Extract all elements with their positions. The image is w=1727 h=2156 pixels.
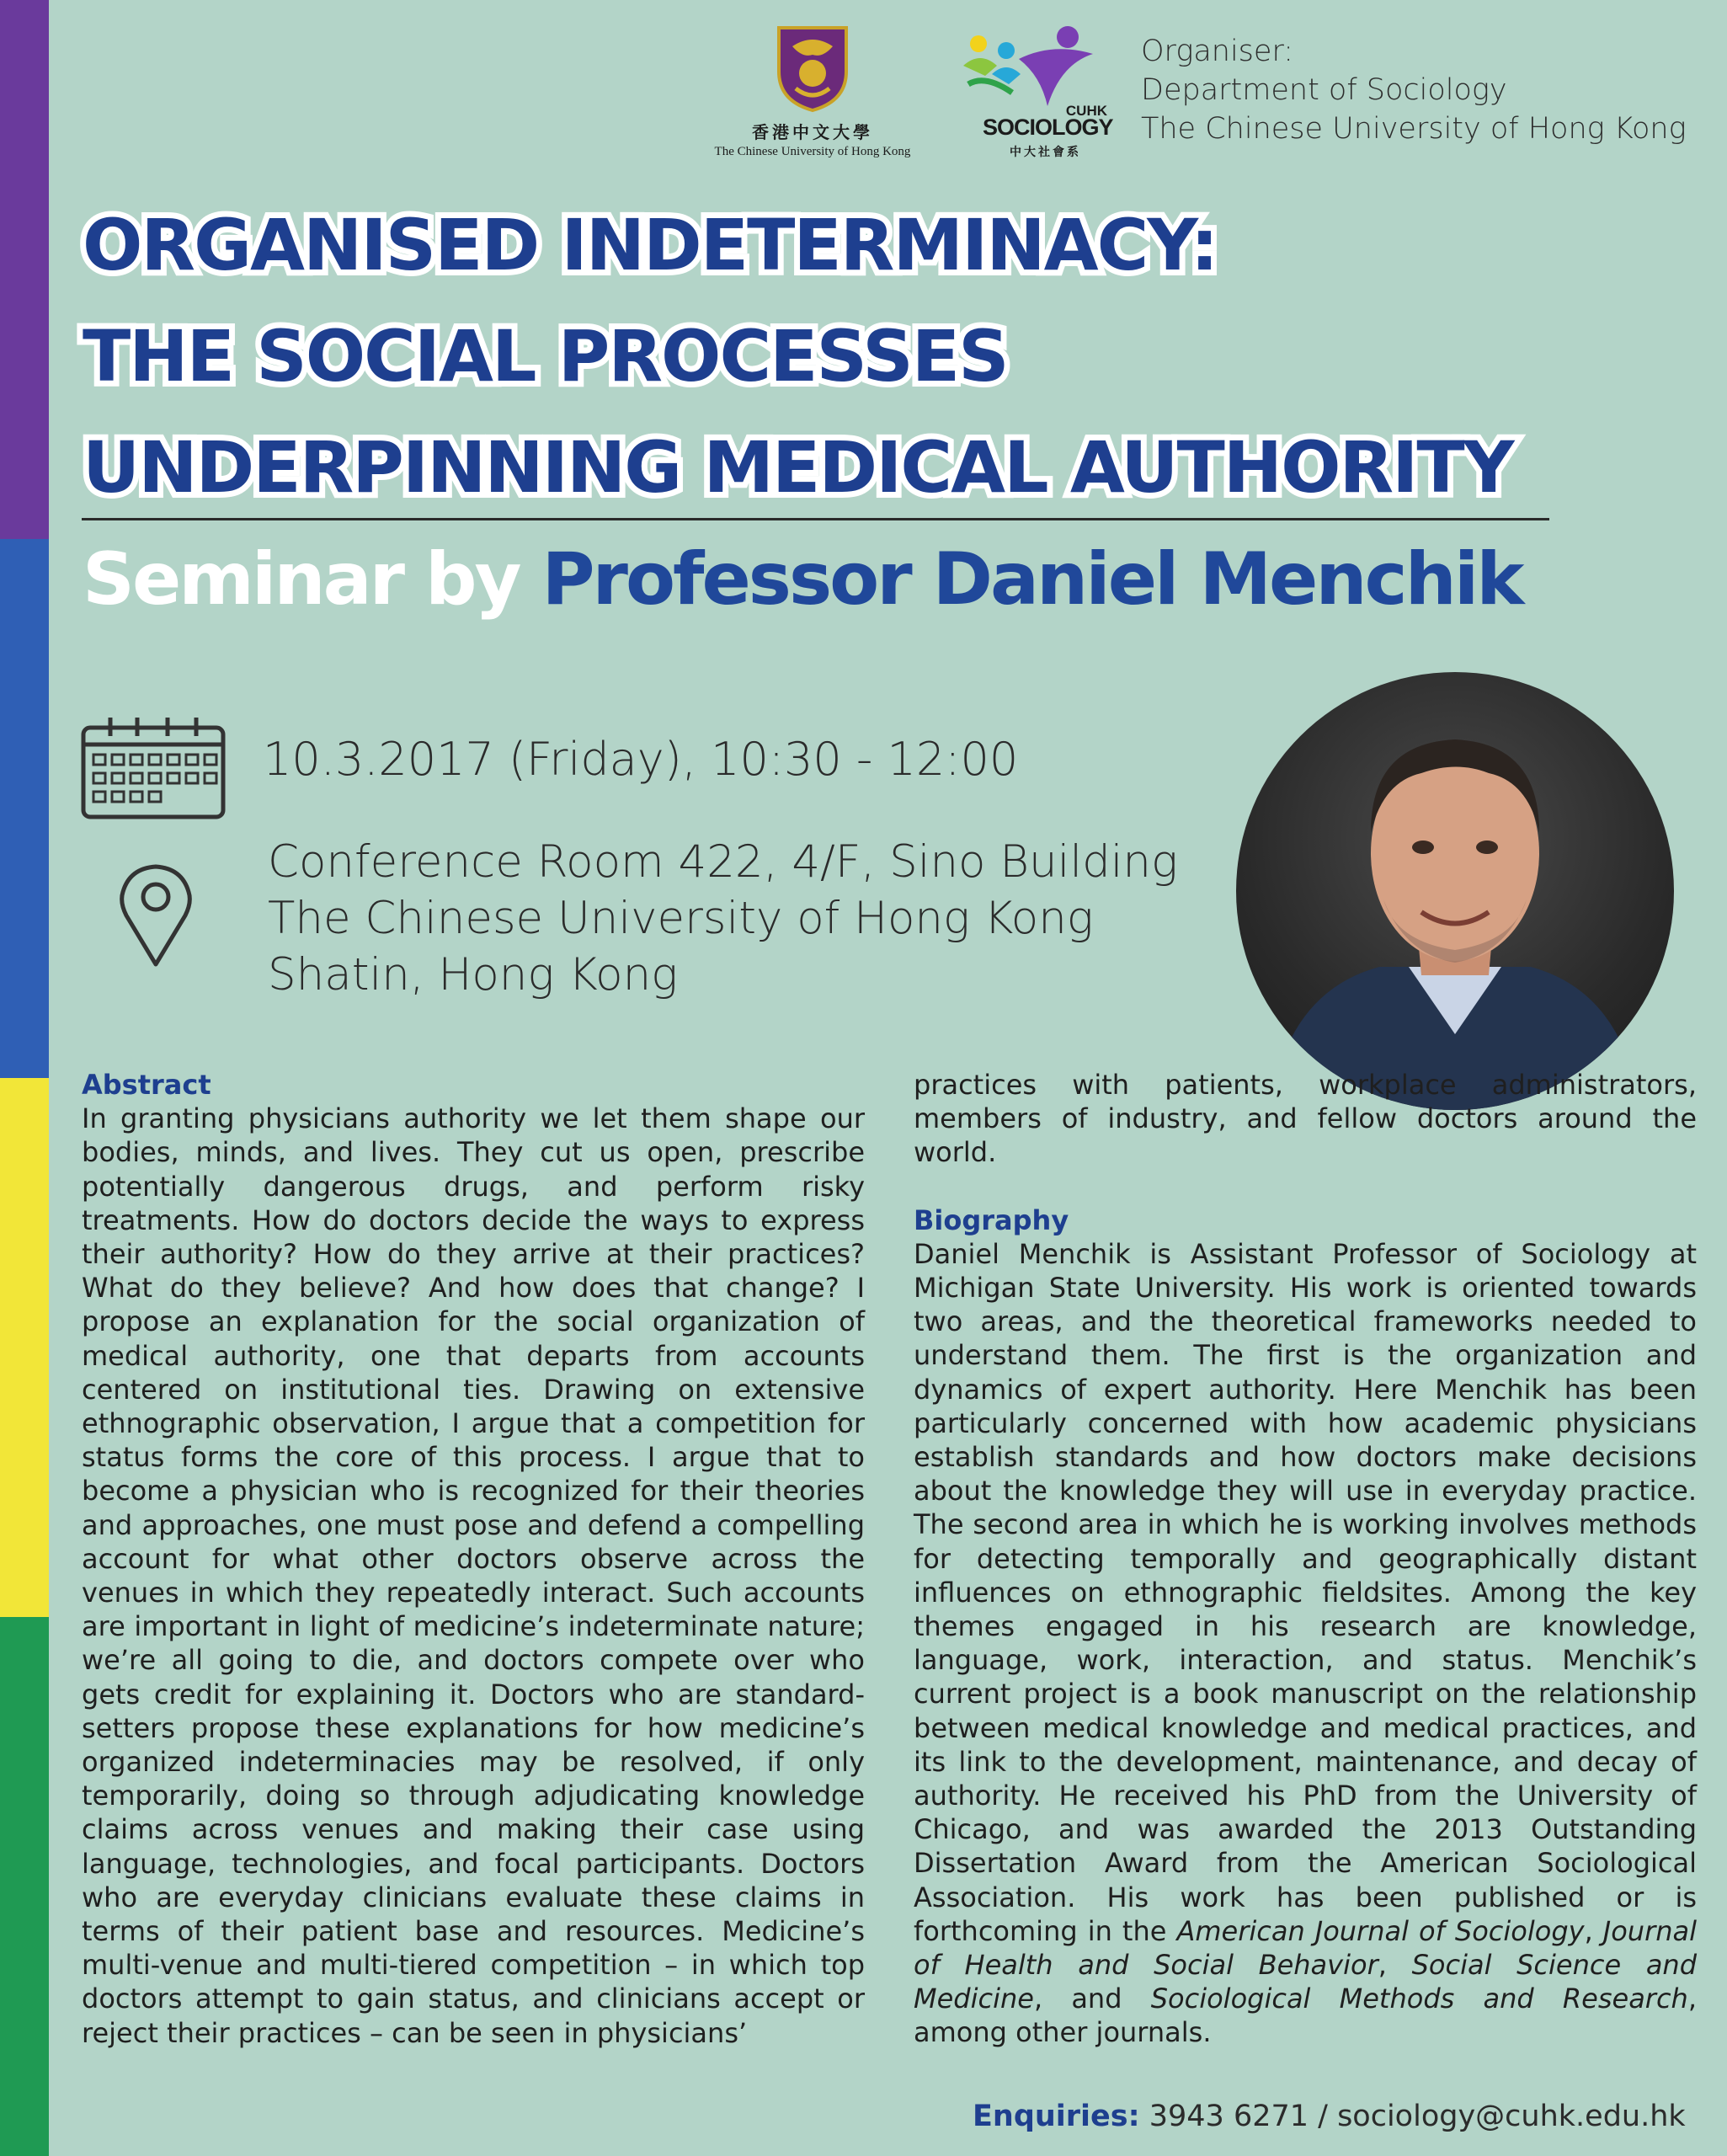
journal-separator-1: , bbox=[1584, 1914, 1603, 1947]
journal-jhsb: Journal of Health and Social Behavior bbox=[914, 1914, 1697, 1982]
event-date-time: 10.3.2017 (Friday), 10:30 - 12:00 bbox=[263, 733, 1019, 786]
journal-ajs: American Journal of Sociology bbox=[1176, 1914, 1585, 1947]
abstract-text: In granting physicians authority we let them shape our bodies, minds, and lives. They cut us open, prescribe potentially dangerous drugs, and perform risky treatments. How do doctors decide the ways to express their authority? How do they arrive at their practices? What do they believe? And how does that change? I propose an explanation for the social organization of medical authority, one that departs from accounts centered on institutional ties. Drawing on extensive ethnographic observation, I argue that a competition for status forms the core of this process. I argue that to become a physician who is recognized for their theories and approaches, one must pose and defend a compelling account for what other doctors observe across the venues in which they repeatedly interact. Such accounts are important in light of medicine’s indeterminate nature; we’re all going to die, and doctors compete over who gets credit for explaining it. Doctors who are standard-setters propose these explanations for how medicine’s organized indeterminacies may be resolved, if only temporarily, doing so through adjudicating knowledge claims across venues and making their case using language, technologies, and focal participants. Doctors who are everyday clinicians evaluate these claims in terms of their patient base and resources. Medicine’s multi-venue and multi-tiered competition – in which top doctors attempt to gain status, and clinicians accept or reject their practices – can be seen in physicians’ bbox=[82, 1102, 865, 2049]
journal-smr: Sociological Methods and Research bbox=[1150, 1983, 1688, 2015]
location-pin-icon bbox=[118, 863, 194, 969]
journal-ssm: Social Science and Medicine bbox=[914, 1949, 1698, 2015]
sociology-people-icon bbox=[960, 25, 1095, 109]
venue-line-1: Conference Room 422, 4/F, Sino Building bbox=[268, 836, 1178, 888]
organiser-department: Department of Sociology bbox=[1141, 73, 1507, 107]
speaker-lead: Seminar by bbox=[83, 537, 542, 622]
speaker-portrait-illustration bbox=[1236, 672, 1674, 1110]
speaker-line bbox=[83, 537, 1522, 622]
purple-stripe bbox=[0, 0, 49, 539]
cuhk-english-name: The Chinese University of Hong Kong bbox=[714, 145, 911, 158]
sociology-logo-chinese: 中大社會系 bbox=[1010, 146, 1081, 159]
biography-body: Daniel Menchik is Assistant Professor of Sociology at Michigan State University. His work is oriented towards two areas, and the theoretical frameworks needed to understand them. The first is the organization and dynamics of expert authority. Here Menchik has been particularly concerned with how academic physicians establish standards and how doctors make decisions about the knowledge they will use in everyday practice. The second area in which he is working involves methods for detecting temporally and geographically distant influences on ethnographic fieldsites. Among the key themes engaged in his research are knowledge, language, work, interaction, and status. Menchik’s current project is a book manuscript on the relationship between medical knowledge and medical practices, and its link to the development, maintenance, and decay of authority. He received his PhD from the University of Chicago, and was awarded the 2013 Outstanding Dissertation Award from the American Sociological Association. His work has been published or is forthcoming in the bbox=[914, 1237, 1697, 1947]
journal-separator-2: , bbox=[1378, 1949, 1412, 1982]
abstract-column bbox=[82, 1068, 865, 2050]
organiser-block bbox=[1141, 32, 1687, 148]
organiser-label: Organiser: bbox=[1141, 35, 1294, 68]
seminar-title bbox=[83, 189, 1598, 523]
speaker-photo bbox=[1236, 672, 1674, 1110]
enquiries-line bbox=[973, 2100, 1686, 2133]
blue-stripe bbox=[0, 539, 49, 1078]
enquiries-label: Enquiries: bbox=[973, 2100, 1140, 2133]
green-stripe bbox=[0, 1617, 49, 2156]
cuhk-logo bbox=[690, 21, 935, 158]
yellow-stripe bbox=[0, 1078, 49, 1617]
biography-text bbox=[914, 1237, 1697, 2050]
sociology-logo-cuhk: CUHK bbox=[1065, 103, 1107, 119]
biography-ending: , among other journals. bbox=[914, 1983, 1698, 2049]
cuhk-crest-icon bbox=[770, 21, 855, 114]
sociology-logo-word: SOCIOLOGY bbox=[983, 115, 1113, 140]
abstract-continuation: practices with patients, workplace administrators, members of industry, and fellow doctors around the world. bbox=[914, 1069, 1697, 1169]
speaker-name: Professor Daniel Menchik bbox=[541, 537, 1522, 622]
abstract-heading: Abstract bbox=[82, 1069, 211, 1101]
venue-line-2: The Chinese University of Hong Kong bbox=[268, 893, 1094, 944]
venue-line-3: Shatin, Hong Kong bbox=[268, 949, 678, 1001]
title-line-3: UNDERPINNING MEDICAL AUTHORITY bbox=[83, 426, 1513, 509]
enquiries-contact[interactable]: 3943 6271 / sociology@cuhk.edu.hk bbox=[1139, 2100, 1686, 2133]
cuhk-chinese-name: 香港中文大學 bbox=[752, 122, 873, 142]
cuhk-sociology-logo bbox=[947, 25, 1113, 159]
title-line-1: ORGANISED INDETERMINACY: bbox=[83, 204, 1218, 286]
journal-separator-3: , and bbox=[1033, 1983, 1151, 2015]
calendar-icon bbox=[80, 716, 227, 821]
organiser-university: The Chinese University of Hong Kong bbox=[1141, 112, 1687, 146]
biography-column bbox=[914, 1068, 1697, 2050]
event-venue bbox=[268, 834, 1178, 1003]
title-line-2: THE SOCIAL PROCESSES bbox=[83, 315, 1008, 398]
biography-heading: Biography bbox=[914, 1203, 1069, 1236]
title-divider bbox=[82, 518, 1549, 520]
